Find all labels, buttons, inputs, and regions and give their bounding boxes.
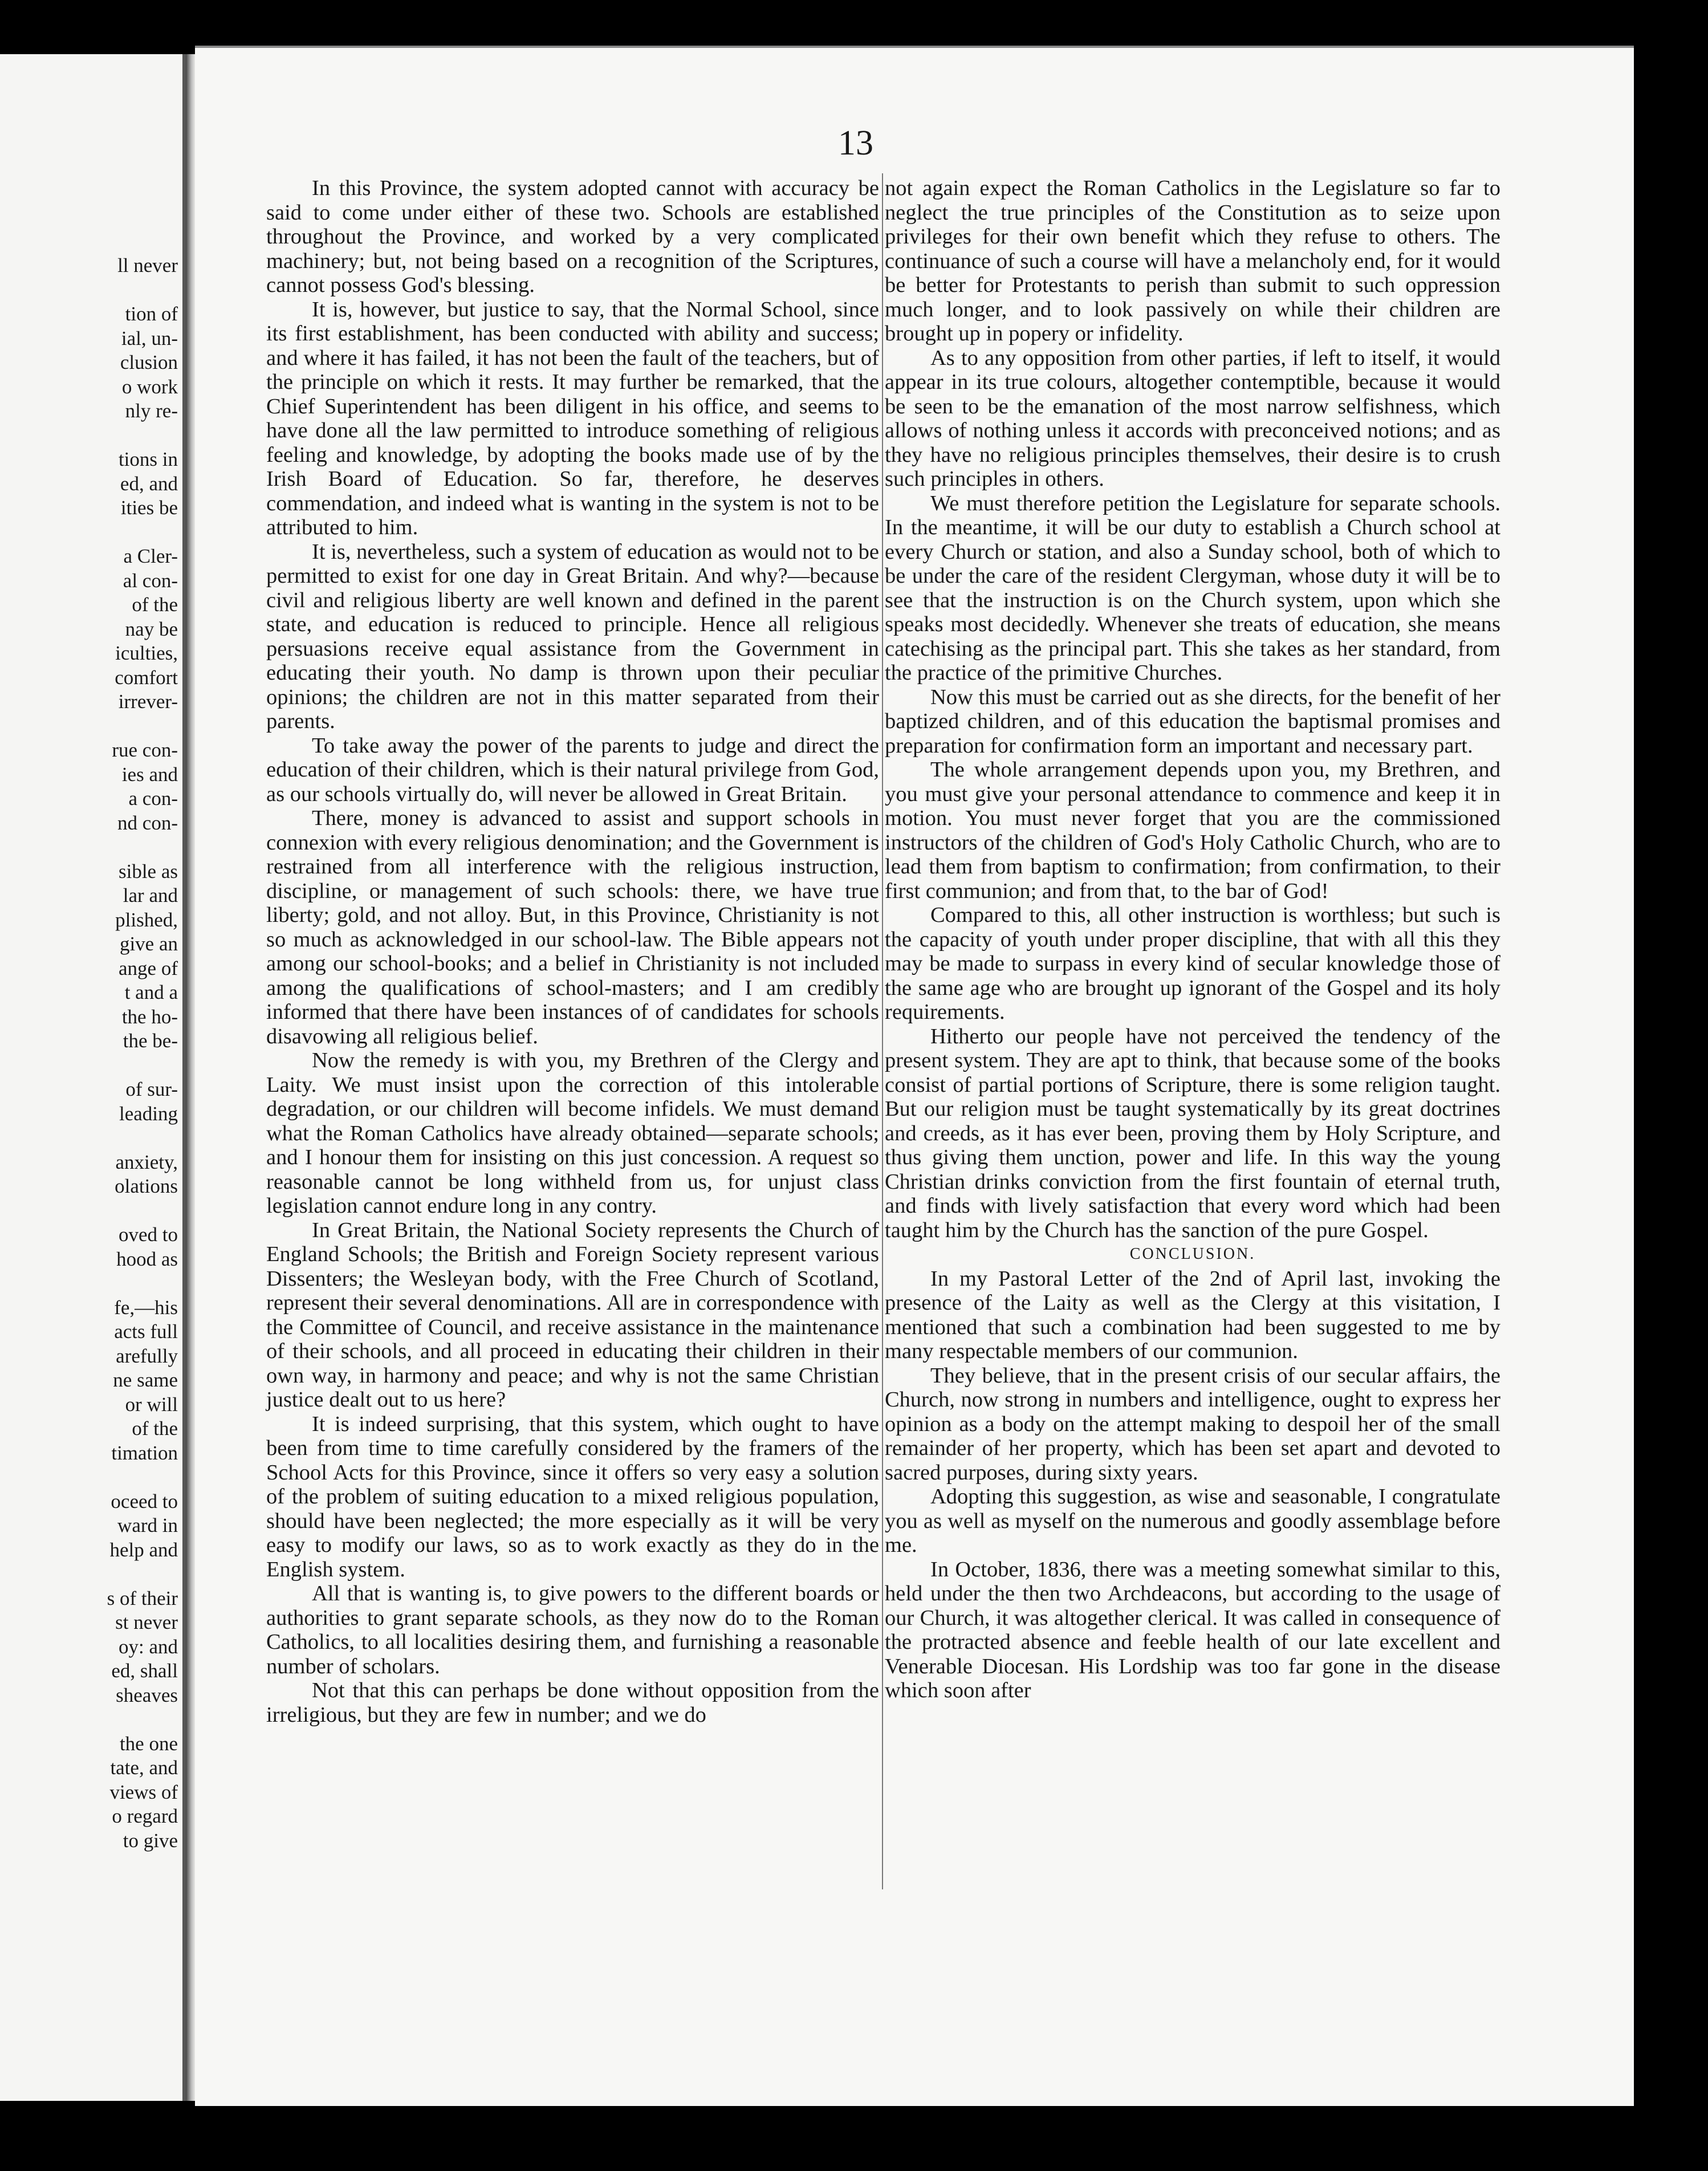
left-page-fragment <box>35 278 178 303</box>
paragraph: As to any opposition from other parties, if left to itself, it would appear in its true colours, altogether contemptible, because it would be seen to be the emanation of the most narrow selfishness, which allows of nothing unless it accords with preconceived notions; and as they have no religious principles themselves, their desire is to crush such principles in others. <box>885 345 1500 491</box>
right-column <box>885 176 1500 1703</box>
left-page-fragment: al con- <box>123 569 178 592</box>
left-page-fragment: or will <box>125 1393 178 1416</box>
left-page-fragment <box>35 1465 178 1490</box>
left-page-fragment: lar and <box>123 884 178 906</box>
left-page-fragment <box>35 521 178 545</box>
left-page-fragment: give an <box>119 933 178 955</box>
left-page-fragment: irrever- <box>118 690 178 713</box>
left-page-edge <box>0 54 186 2101</box>
left-page-fragment: nd con- <box>117 811 178 834</box>
left-page-fragment: st never <box>115 1611 178 1633</box>
left-page-fragment: ed, shall <box>111 1660 178 1682</box>
left-page-fragment: the ho- <box>121 1005 178 1028</box>
left-page-fragment: hood as <box>116 1247 178 1270</box>
left-page-fragment: oved to <box>118 1223 178 1246</box>
left-page-fragment: ne same <box>113 1369 178 1391</box>
left-page-fragment: anxiety, <box>115 1150 178 1173</box>
left-page-fragment <box>35 424 178 448</box>
left-page-fragment: sheaves <box>116 1684 178 1706</box>
paragraph: They believe, that in the present crisis of our secular affairs, the Church, now strong in numbers and intelligence, ought to express her opinion as a body on the attempt making to despoil her of the small remainder of her property, which has been set apart and devoted to sacred purposes, during sixty years. <box>885 1363 1500 1485</box>
left-page-fragment: plished, <box>115 908 178 931</box>
left-page-fragment: rue con- <box>112 739 178 761</box>
left-page-fragment: ange of <box>119 957 178 979</box>
left-page-fragment <box>35 1054 178 1078</box>
left-page-fragment: ies and <box>121 763 178 786</box>
left-page-fragment: help and <box>109 1538 178 1561</box>
left-page-fragment: to give <box>123 1829 178 1852</box>
section-heading: CONCLUSION. <box>1129 1245 1256 1263</box>
left-page-fragment: ward in <box>117 1514 178 1536</box>
paragraph: It is indeed surprising, that this system, which ought to have been from time to time carefully considered by the framers of the School Acts for this Province, since it offers so very easy a solution of the problem of suiting education to a mixed religious population, should have been neglected; the more especially as it will be very easy to modify our laws, so as to work exactly as they do in the English system. <box>266 1412 879 1582</box>
paragraph: It is, however, but justice to say, that the Normal School, since its first establishment, has been conducted with ability and success; and where it has failed, it has not been the fault of the teachers, but of the principle on which it rests. It may further be remarked, that the Chief Superintendent has been diligent in his office, and seems to have done all the law permitted to introduce something of religious feeling and knowledge, by adopting the books made use of by the Irish Board of Education. So far, therefore, he deserves commendation, and indeed what is wanting in the system is not to be attributed to him. <box>266 297 879 539</box>
left-page-fragment: s of their <box>107 1587 178 1609</box>
paragraph: In my Pastoral Letter of the 2nd of April last, invoking the presence of the Laity as well as the Clergy at this visitation, I mentioned that such a combination had been suggested to me by many respectable members of our communion. <box>885 1266 1500 1363</box>
left-page-fragment: acts full <box>114 1320 178 1343</box>
left-page-fragment <box>35 1562 178 1587</box>
paragraph: Now this must be carried out as she directs, for the benefit of her baptized children, and of this education the baptismal promises and preparation for confirmation form an important and necessary part. <box>885 685 1500 758</box>
paragraph-continued: not again expect the Roman Catholics in the Legislature so far to neglect the true principles of the Constitution as to seize upon privileges for their own benefit which they refuse to others. The continuance of such a course will have a melancholy end, for it would be better for Protestants to perish than submit to such oppression much longer, and to look passively on while their children are brought up in popery or infidelity. <box>885 176 1500 345</box>
paragraph: The whole arrangement depends upon you, my Brethren, and you must give your personal attendance to commence and keep it in motion. You must never forget that you are the commissioned instructors of the children of God's Holy Catholic Church, who are to lead them from baptism to confirmation; from confirmation, to their first communion; and from that, to the bar of God! <box>885 758 1500 903</box>
left-page-fragment: nay be <box>125 617 178 640</box>
paragraph: In this Province, the system adopted cannot with accuracy be said to come under either of these two. Schools are established throughout the Province, and worked by a very complicated machinery; but, not being based on a recognition of the Scriptures, cannot possess God's blessing. <box>266 176 879 297</box>
left-page-fragment: views of <box>109 1780 178 1803</box>
left-page-fragment: of sur- <box>125 1078 178 1100</box>
right-page <box>195 46 1634 2106</box>
paragraph: Hitherto our people have not perceived the tendency of the present system. They are apt to think, that because some of the books consist of partial portions of Scripture, there is some religion taught. But our religion must be taught systematically by its great doctrines and creeds, as it has ever been, proving them by Holy Scripture, and thus giving them unction, power and life. In this way the young Christian drinks conviction from the first fountain of eternal truth, and finds with lively satisfaction that every word which had been taught him by the Church has the sanction of the pure Gospel. <box>885 1024 1500 1242</box>
left-page-fragment <box>35 1199 178 1223</box>
left-page-fragment: o regard <box>112 1805 178 1827</box>
paragraph: Not that this can perhaps be done without opposition from the irreligious, but they are few in number; and we do <box>266 1678 879 1727</box>
left-page-fragment: of the <box>132 593 178 616</box>
book-gutter <box>186 54 195 2101</box>
paragraph: To take away the power of the parents to judge and direct the education of their children, which is their natural privilege from God, as our schools virtually do, will never be allowed in Great Britain. <box>266 733 879 806</box>
left-page-fragment: ities be <box>120 497 178 519</box>
left-page-fragment: a con- <box>128 787 178 810</box>
left-page-fragment <box>35 835 178 860</box>
page-number: 13 <box>838 124 873 162</box>
paragraph: All that is wanting is, to give powers to the different boards or authorities to grant separate schools, as they now do to the Roman Catholics, to all localities desiring them, and furnishing a reasonable number of scholars. <box>266 1582 879 1678</box>
left-page-fragment: tate, and <box>110 1757 178 1779</box>
left-page-fragment: iculties, <box>115 642 178 664</box>
left-page-fragment: comfort <box>115 666 178 689</box>
paragraph: Compared to this, all other instruction is worthless; but such is the capacity of youth under proper discipline, that with all this they may be made to surpass in every kind of secular knowledge those of the same age who are brought up ignorant of the Gospel and its holy requirements. <box>885 903 1500 1024</box>
left-page-fragment <box>35 1126 178 1150</box>
left-page-fragment: tion of <box>125 303 178 325</box>
left-page-fragment: tions in <box>118 448 178 470</box>
left-page-fragment: the be- <box>123 1030 178 1052</box>
left-page-fragment: sible as <box>118 860 178 883</box>
left-page-fragment: t and a <box>124 981 178 1003</box>
left-page-fragment: fe,—his <box>114 1296 178 1319</box>
left-column <box>266 176 879 1727</box>
left-page-fragment: oy: and <box>118 1635 178 1658</box>
left-page-fragment: ed, and <box>120 472 178 495</box>
left-page-fragment: nly re- <box>125 400 178 422</box>
left-page-text-fragments <box>35 254 178 1853</box>
left-page-fragment: leading <box>119 1102 178 1125</box>
left-page-fragment: oceed to <box>111 1490 178 1513</box>
left-page-fragment: timation <box>111 1441 178 1464</box>
paragraph: Now the remedy is with you, my Brethren of the Clergy and Laity. We must insist upon the correction of this intolerable degradation, or our children will become infidels. We must demand what the Roman Catholics have already obtained—separate schools; and I honour them for insisting on this just concession. A request so reasonable cannot be long withheld from us, for unjust class legislation cannot endure long in any contry. <box>266 1048 879 1218</box>
column-divider <box>882 173 883 1889</box>
paragraph: In October, 1836, there was a meeting somewhat similar to this, held under the then two Archdeacons, but according to the usage of our Church, it was altogether clerical. It was called in consequence of the protracted absence and feeble health of our late excellent and Venerable Diocesan. His Lordship was too far gone in the disease which soon after <box>885 1557 1500 1702</box>
paragraph: We must therefore petition the Legislature for separate schools. In the meantime, it will be our duty to establish a Church school at every Church or station, and also a Sunday school, both of which to be under the care of the resident Clergyman, whose duty it will be to see that the instruction is on the Church system, upon which she speaks most decidedly. Whenever she treats of education, she means catechising as the principal part. This she takes as her standard, from the practice of the primitive Churches. <box>885 491 1500 685</box>
left-page-fragment: ll never <box>117 254 178 277</box>
left-page-fragment <box>35 1271 178 1296</box>
paragraph: In Great Britain, the National Society represents the Church of England Schools; the British and Foreign Society represent various Dissenters; the Wesleyan body, with the Free Church of Scotland, represent their several denominations. All are in correspondence with the Committee of Council, and receive assistance in the maintenance of their schools, and all proceed in educating their children in their own way, in harmony and peace; and why is not the same Christian justice dealt out to us here? <box>266 1218 879 1412</box>
left-page-fragment: ial, un- <box>121 327 178 349</box>
left-page-fragment: of the <box>132 1417 178 1440</box>
left-page-fragment <box>35 714 178 739</box>
left-page-fragment <box>35 1707 178 1732</box>
left-page-fragment: arefully <box>116 1344 178 1367</box>
paragraph: It is, nevertheless, such a system of education as would not to be permitted to exist for one day in Great Britain. And why?—because civil and religious liberty are well known and defined in the parent state, and education is reduced to principle. Hence all religious persuasions receive equal assistance from the Government in educating their youth. No damp is thrown upon their peculiar opinions; the children are not in this matter separated from their parents. <box>266 539 879 733</box>
left-page-fragment: olations <box>115 1175 178 1197</box>
paragraph: Adopting this suggestion, as wise and seasonable, I congratulate you as well as myself on the numerous and goodly assemblage before me. <box>885 1485 1500 1557</box>
paragraph: There, money is advanced to assist and support schools in connexion with every religious denomination; and the Government is restrained from all interference with the religious instruction, discipline, or management of such schools: there, we have true liberty; gold, and not alloy. But, in this Province, Christianity is not so much as acknowledged in our school-law. The Bible appears not among our school-books; and a belief in Christianity is not included among the qualifications of school-masters; and I am credibly informed that there have been instances of of candidates for schools disavowing all religious belief. <box>266 806 879 1048</box>
left-page-fragment: the one <box>119 1732 178 1755</box>
left-page-fragment: clusion <box>120 351 178 373</box>
left-page-fragment: o work <box>121 375 178 398</box>
left-page-fragment: a Cler- <box>123 545 178 567</box>
